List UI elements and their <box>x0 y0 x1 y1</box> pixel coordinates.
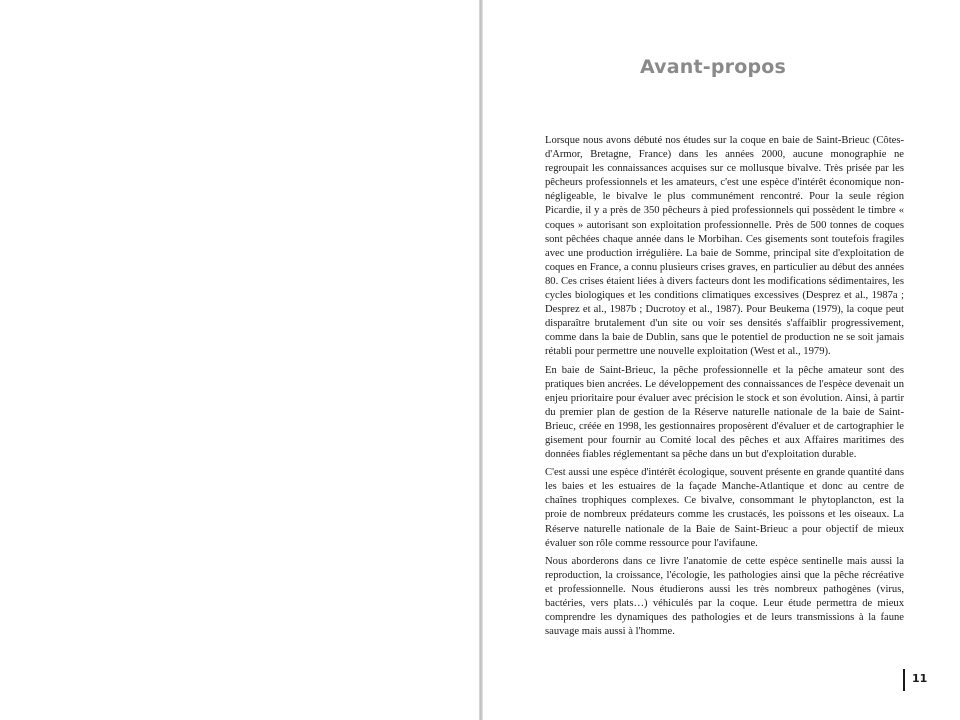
paragraph-1: Lorsque nous avons débuté nos études sur la coque en baie de Saint-Brieuc (Côtes-d'Armor, Bretagne, France) dans les années 2000, aucune monographie ne regroupait les connaissances acquises sur ce mollusque bivalve. Très prisée par les pêcheurs professionnels et les amateurs, c'est une espèce d'intérêt économique non-négligeable, le bivalve le plus communément rencontré. Pour la seule région Picardie, il y a près de 350 pêcheurs à pied professionnels qui possèdent le timbre « coques » autorisant son exploitation professionnelle. Près de 500 tonnes de coques sont pêchées chaque année dans le Morbihan. Ces gisements sont toutefois fragiles avec une production irrégulière. La baie de Somme, principal site d'exploitation de coques en France, a connu plusieurs crises graves, en particulier au début des années 80. Ces crises étaient liées à divers facteurs dont les modifications sédimentaires, les cycles biologiques et les conditions climatiques excessives (Desprez et al., 1987a ; Desprez et al., 1987b ; Ducrotoy et al., 1987). Pour Beukema (1979), la coque peut disparaître brutalement d'un site ou voir ses densités s'affaiblir progressivement, comme dans la baie de Dublin, sans que le potentiel de production ne se soit jamais rétabli pour permettre une nouvelle exploitation (West et al., 1979). <box>545 135 904 358</box>
paragraph-3: C'est aussi une espèce d'intérêt écologique, souvent présente en grande quantité dans les baies et les estuaires de la façade Manche-Atlantique et donc au centre de chaînes trophiques complexes. Ce bivalve, consommant le phytoplancton, est la proie de nombreux prédateurs comme les crustacés, les poissons et les oiseaux. La Réserve naturelle nationale de la Baie de Saint-Brieuc a pour objectif de mieux évaluer son rôle comme ressource pour l'avifaune. <box>545 467 904 549</box>
paragraph-2: En baie de Saint-Brieuc, la pêche professionnelle et la pêche amateur sont des pratiques bien ancrées. Le développement des connaissances de l'espèce devenait un enjeu prioritaire pour évaluer avec précision le stock et son évolution. Ainsi, à partir du premier plan de gestion de la Réserve naturelle nationale de la baie de Saint-Brieuc, créée en 1998, les gestionnaires proposèrent d'évaluer et de cartographier le gisement pour fournir au Comité local des pêches et aux Affaires maritimes des données fiables réglementant sa pêche dans un but d'exploitation durable. <box>545 364 904 461</box>
left-page <box>0 0 479 720</box>
page-title: Avant-propos <box>639 56 787 78</box>
paragraph-4: Nous aborderons dans ce livre l'anatomie de cette espèce sentinelle mais aussi la reproduction, la croissance, l'écologie, les pathologies ainsi que la pêche récréative et professionnelle. Nous étudierons aussi les très nombreux pathogènes (virus, bactéries, vers plats…) véhiculés par la coque. Leur étude permettra de mieux comprendre les dynamiques des pathologies et de leurs transmissions à la faune sauvage mais aussi à l'homme. <box>545 555 904 638</box>
page-number: 11 <box>912 672 928 685</box>
page-number-rule <box>903 669 905 691</box>
body-text <box>545 134 904 643</box>
